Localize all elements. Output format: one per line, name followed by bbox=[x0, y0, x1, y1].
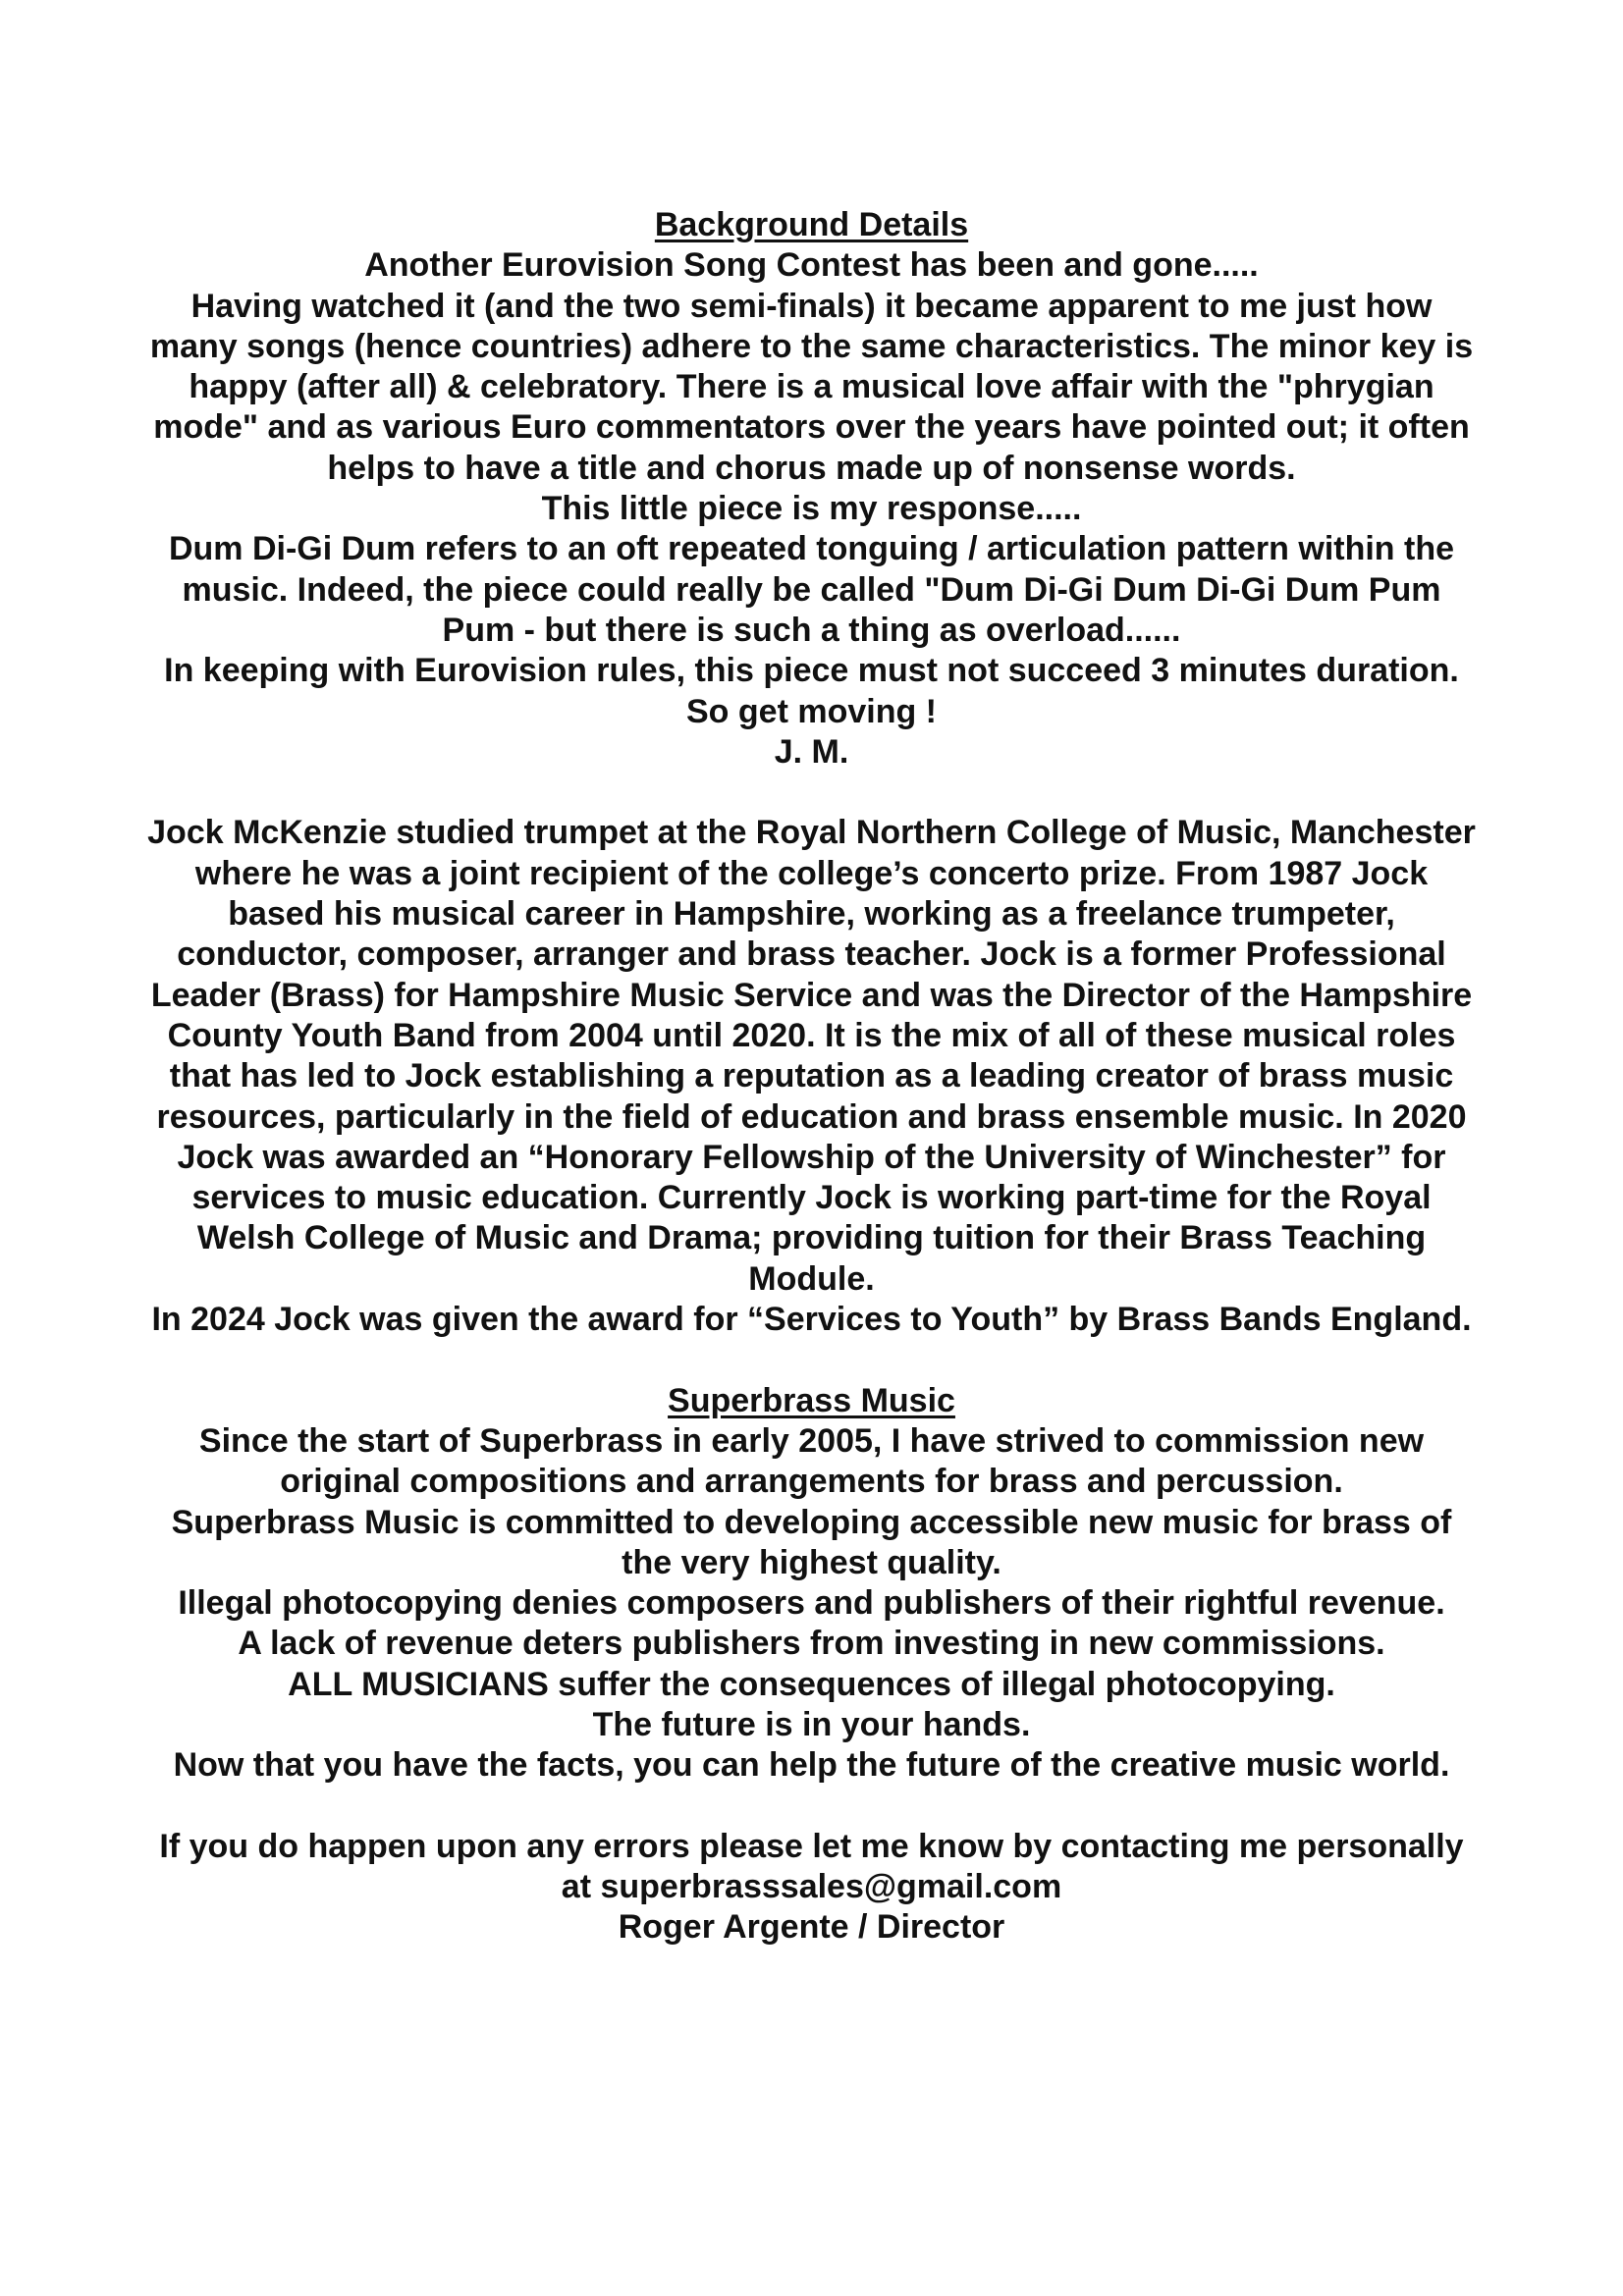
superbrass-line: The future is in your hands. bbox=[592, 1705, 1031, 1743]
contact-line: If you do happen upon any errors please let me know by contacting me personally at superbrasssales@gmail.com bbox=[159, 1827, 1464, 1906]
background-line: In keeping with Eurovision rules, this piece must not succeed 3 minutes duration. So get moving ! bbox=[164, 652, 1459, 730]
document-page bbox=[147, 205, 1476, 1949]
biography-paragraph: Jock McKenzie studied trumpet at the Royal Northern College of Music, Manchester where he was a joint recipient of the college’s concerto prize. From 1987 Jock based his musical career in Hampshire, working as a freelance trumpeter, conductor, composer, arranger and brass teacher. Jock is a former Professional Leader (Brass) for Hampshire Music Service and was the Director of the Hampshire County Youth Band from 2004 until 2020. It is the mix of all of these musical roles that has led to Jock establishing a reputation as a leading creator of brass music resources, particularly in the field of education and brass ensemble music. In 2020 Jock was awarded an “Honorary Fellowship of the University of Winchester” for services to music education. Currently Jock is working part-time for the Royal Welsh College of Music and Drama; providing tuition for their Brass Teaching Module. bbox=[147, 814, 1476, 1298]
background-heading: Background Details bbox=[654, 206, 969, 243]
background-line: Having watched it (and the two semi-finals) it became apparent to me just how many songs (hence countries) adhere to the same characteristics. The minor key is happy (after all) & celebratory. There is a musical love affair with the "phrygian mode" and as various Euro commentators over the years have pointed out; it often helps to have a title and chorus made up of nonsense words. bbox=[149, 287, 1474, 487]
background-line: Another Eurovision Song Contest has been and gone..... bbox=[364, 246, 1259, 285]
superbrass-line: Now that you have the facts, you can help the future of the creative music world. bbox=[173, 1746, 1450, 1785]
background-line: Dum Di-Gi Dum refers to an oft repeated tonguing / articulation pattern within the music. Indeed, the piece could really be called "Dum Di-Gi Dum Di-Gi Dum Pum Pum - but there is such a thing as overload...... bbox=[168, 530, 1455, 649]
biography-award: In 2024 Jock was given the award for “Services to Youth” by Brass Bands England. bbox=[151, 1301, 1472, 1339]
superbrass-line: Since the start of Superbrass in early 2005, I have strived to commission new original compositions and arrangements for brass and percussion. bbox=[198, 1421, 1425, 1501]
superbrass-line: Superbrass Music is committed to developing accessible new music for brass of the very highest quality. bbox=[171, 1503, 1452, 1581]
superbrass-line: A lack of revenue deters publishers from investing in new commissions. bbox=[238, 1625, 1385, 1663]
section-spacer bbox=[147, 1340, 1476, 1380]
superbrass-line: Illegal photocopying denies composers and publishers of their rightful revenue. bbox=[178, 1584, 1445, 1623]
section-spacer bbox=[147, 773, 1476, 813]
superbrass-line: ALL MUSICIANS suffer the consequences of illegal photocopying. bbox=[288, 1665, 1335, 1703]
background-line: This little piece is my response..... bbox=[541, 490, 1082, 528]
section-spacer bbox=[147, 1787, 1476, 1827]
superbrass-heading: Superbrass Music bbox=[668, 1381, 955, 1419]
background-signature: J. M. bbox=[774, 732, 849, 771]
contact-signature: Roger Argente / Director bbox=[618, 1908, 1005, 1947]
